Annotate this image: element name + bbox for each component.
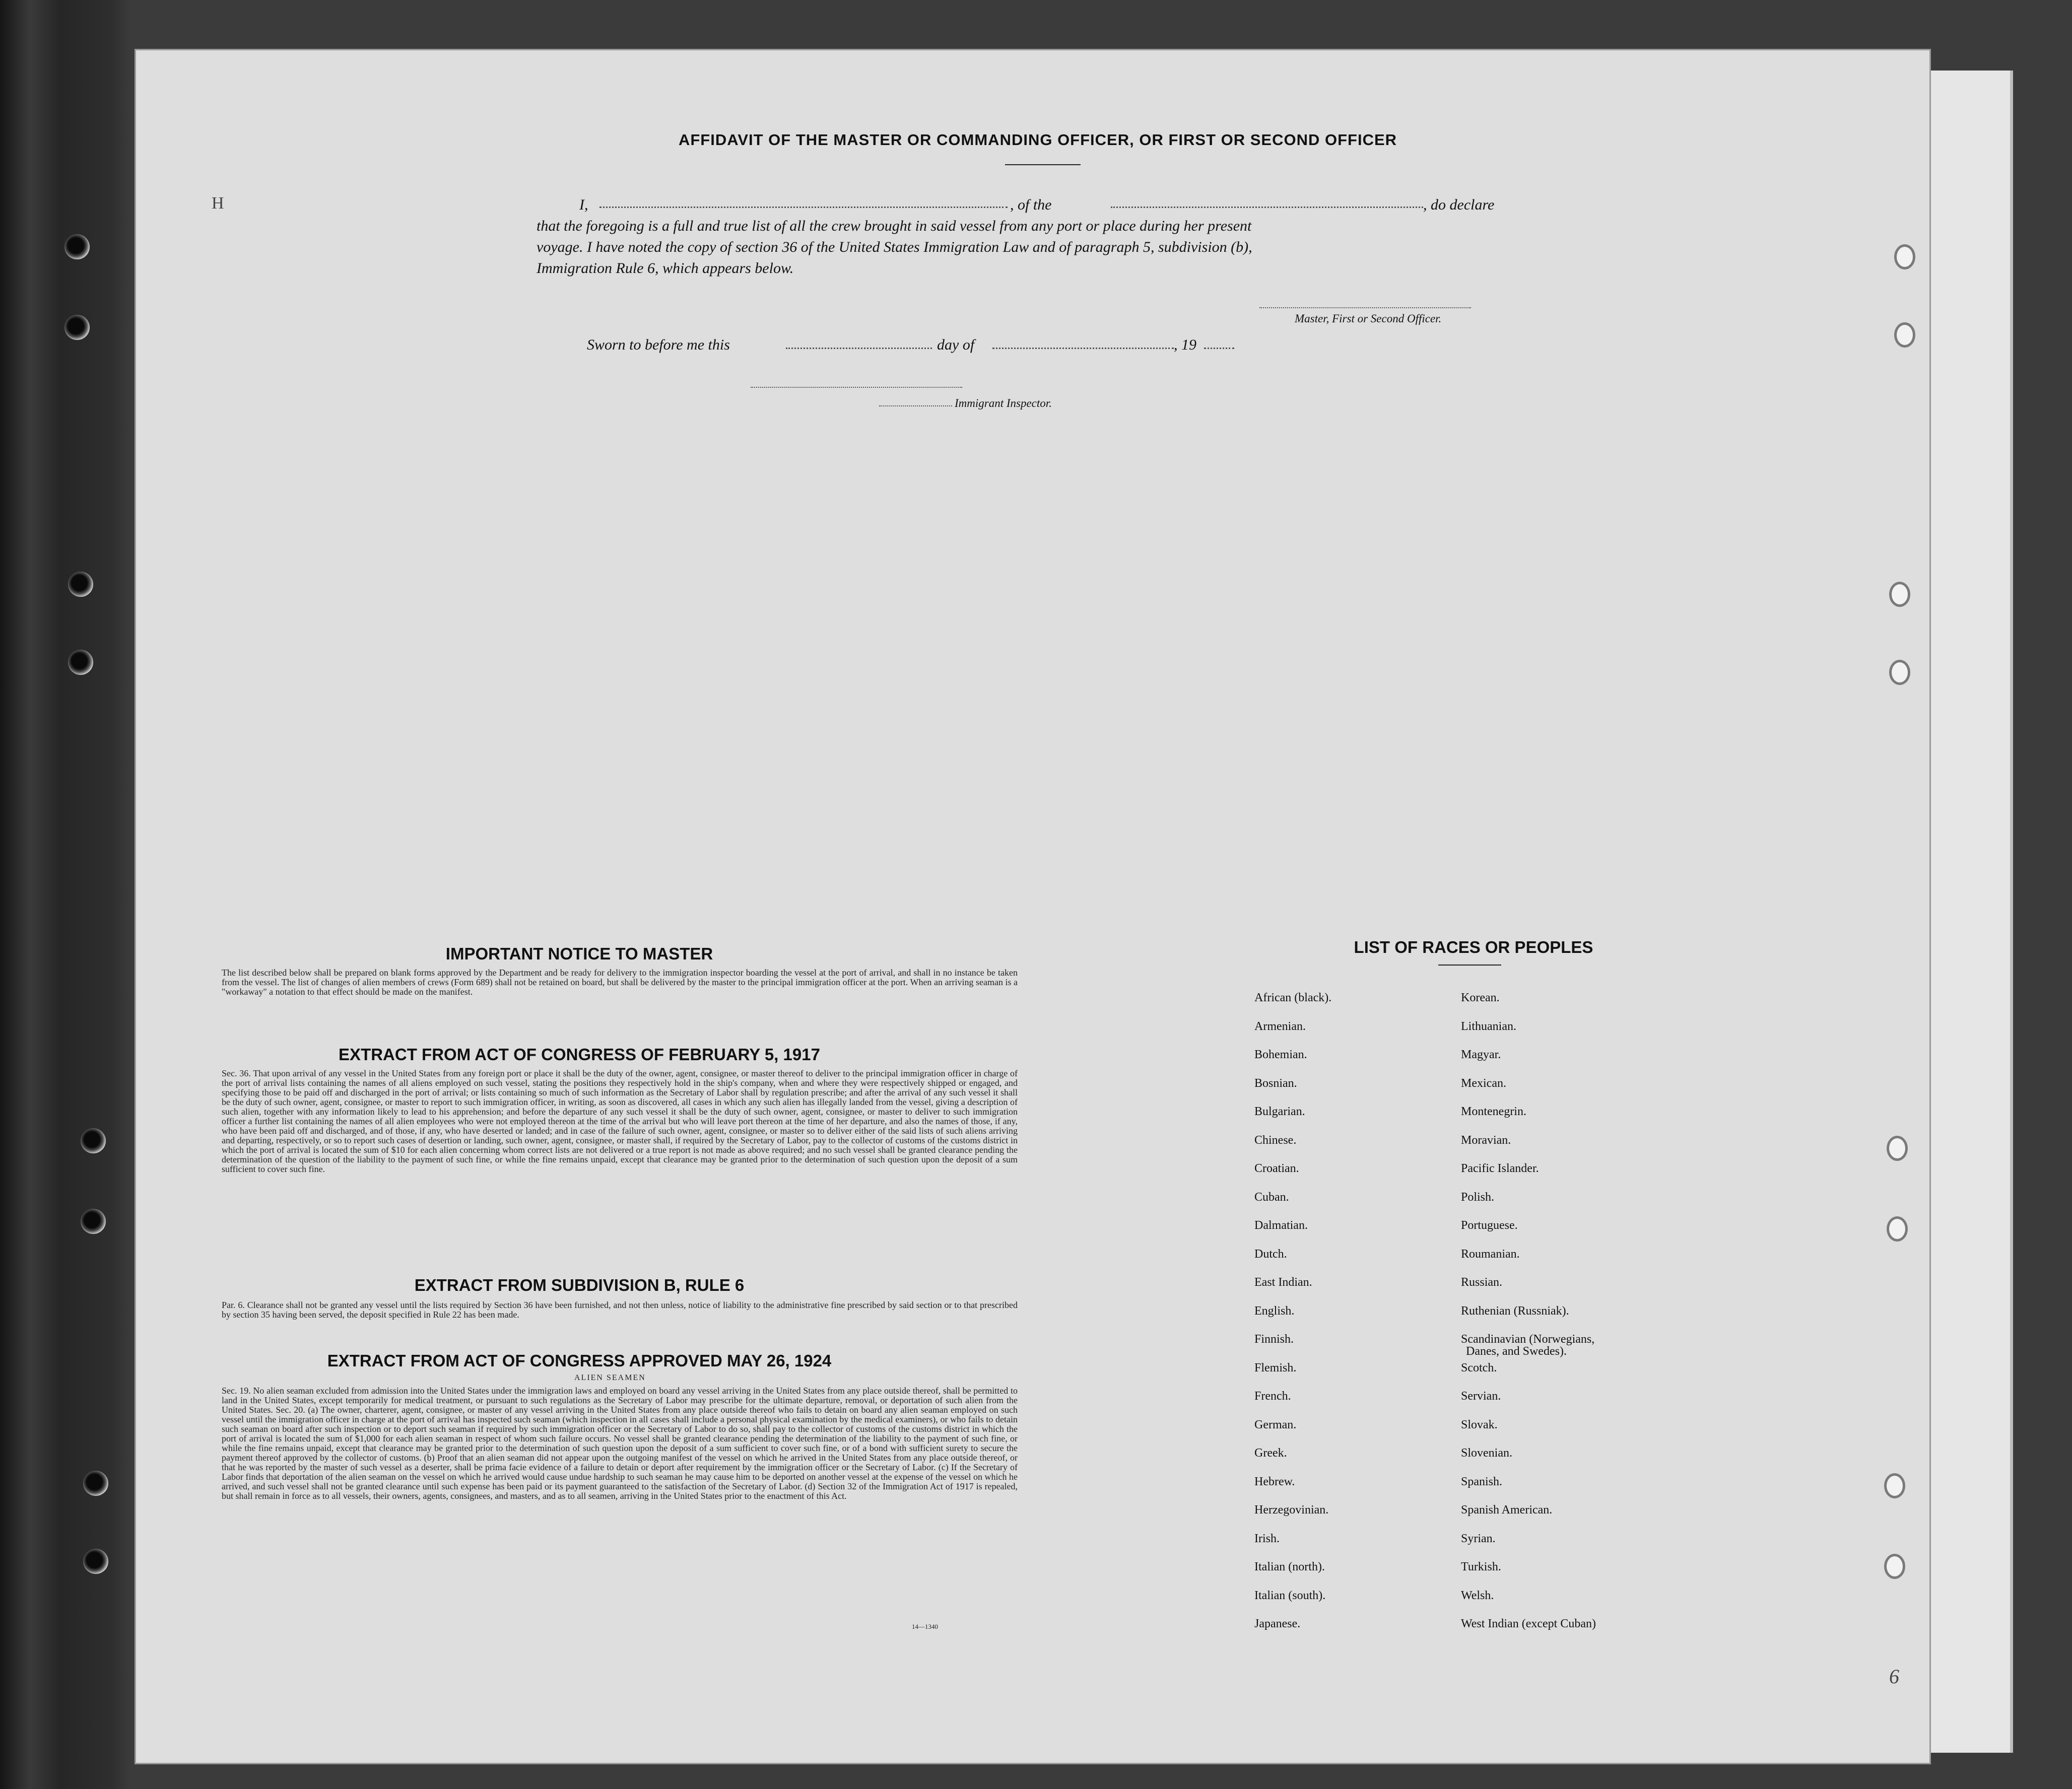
race-item: Pacific Islander.: [1461, 1162, 1539, 1175]
race-item: African (black).: [1254, 991, 1332, 1004]
affidavit-declare: , do declare: [1423, 196, 1495, 213]
name-blank: [599, 207, 1008, 208]
extract-1917-title: EXTRACT FROM ACT OF CONGRESS OF FEBRUARY 5, 1917: [339, 1045, 820, 1064]
sworn-day-blank: [786, 348, 932, 349]
inspector-signature-blank: [751, 387, 962, 388]
race-item: Turkish.: [1461, 1560, 1501, 1573]
race-item: French.: [1254, 1390, 1291, 1403]
inspector-blank: [879, 405, 952, 406]
race-item: Armenian.: [1254, 1019, 1306, 1033]
race-item: Montenegrin.: [1461, 1105, 1526, 1118]
binder-hole-icon: [83, 1471, 108, 1496]
punch-hole-icon: [1894, 322, 1915, 348]
race-item: Finnish.: [1254, 1333, 1294, 1346]
vessel-blank: [1111, 207, 1423, 208]
races-title: LIST OF RACES OR PEOPLES: [1354, 938, 1593, 956]
signature-label: Master, First or Second Officer.: [1295, 312, 1442, 325]
race-item: Herzegovinian.: [1254, 1503, 1329, 1517]
race-item: Servian.: [1461, 1390, 1501, 1403]
punch-hole-icon: [1889, 582, 1910, 607]
form-number: 14—1340: [912, 1623, 938, 1630]
affidavit-i: I,: [579, 196, 588, 213]
race-item: Mexican.: [1461, 1076, 1506, 1090]
affidavit-of-the: , of the: [1010, 196, 1052, 213]
punch-hole-icon: [1887, 1136, 1908, 1161]
margin-mark: H: [212, 194, 224, 213]
race-item: Croatian.: [1254, 1162, 1299, 1175]
binder-hole-icon: [81, 1209, 106, 1234]
affidavit-title: AFFIDAVIT OF THE MASTER OR COMMANDING OFFICER, OR FIRST OR SECOND OFFICER: [678, 131, 1397, 149]
signature-blank: [1259, 307, 1471, 308]
race-item: Danes, and Swedes).: [1466, 1345, 1567, 1358]
race-item: Moravian.: [1461, 1133, 1511, 1147]
race-item: Bohemian.: [1254, 1048, 1307, 1061]
binder-hole-icon: [68, 572, 93, 597]
punch-hole-icon: [1884, 1473, 1905, 1498]
punch-hole-icon: [1887, 1216, 1908, 1242]
race-item: Russian.: [1461, 1276, 1503, 1289]
race-item: Chinese.: [1254, 1133, 1297, 1147]
race-item: Cuban.: [1254, 1190, 1289, 1204]
race-item: English.: [1254, 1304, 1295, 1318]
year-prefix: , 19: [1174, 336, 1196, 353]
sworn-month-blank: [992, 348, 1174, 349]
affidavit-line-2: that the foregoing is a full and true list of all the crew brought in said vessel from any port or place during her present: [537, 218, 1252, 234]
race-item: Korean.: [1461, 991, 1500, 1004]
punch-hole-icon: [1884, 1554, 1905, 1579]
race-item: Japanese.: [1254, 1617, 1301, 1630]
affidavit-page: [136, 50, 1929, 1763]
race-item: Italian (north).: [1254, 1560, 1325, 1573]
day-of-text: day of: [937, 336, 975, 353]
race-item: Bosnian.: [1254, 1076, 1297, 1090]
binder-hole-icon: [64, 315, 90, 340]
race-item: Scotch.: [1461, 1361, 1497, 1374]
race-item: Flemish.: [1254, 1361, 1297, 1374]
sworn-year-blank: [1204, 348, 1234, 349]
extract-rule-6-body: Par. 6. Clearance shall not be granted any vessel until the lists required by Section 36 have been furnished, and not then unless, notice of liability to the administrative fine prescribed by said section or to that prescribed by section 35 having been served, the deposit specified in Rule 22 has been made.: [222, 1300, 1018, 1320]
page-number-mark: 6: [1889, 1665, 1899, 1688]
race-item: German.: [1254, 1418, 1297, 1431]
binder-hole-icon: [68, 650, 93, 675]
sworn-text: Sworn to before me this: [587, 336, 730, 353]
race-item: Dalmatian.: [1254, 1219, 1308, 1232]
race-item: Roumanian.: [1461, 1247, 1520, 1261]
race-item: Irish.: [1254, 1532, 1280, 1545]
punch-hole-icon: [1889, 660, 1910, 685]
race-item: Italian (south).: [1254, 1589, 1326, 1602]
race-item: Spanish.: [1461, 1475, 1503, 1488]
alien-seamen-subtitle: ALIEN SEAMEN: [574, 1373, 646, 1382]
extract-1924-title: EXTRACT FROM ACT OF CONGRESS APPROVED MAY 26, 1924: [327, 1351, 832, 1370]
race-item: Hebrew.: [1254, 1475, 1295, 1488]
race-item: East Indian.: [1254, 1276, 1312, 1289]
binder-hole-icon: [83, 1549, 108, 1574]
punch-hole-icon: [1894, 244, 1915, 269]
race-item: Dutch.: [1254, 1247, 1287, 1261]
title-underline: [1005, 164, 1081, 165]
notice-body: The list described below shall be prepared on blank forms approved by the Department and be ready for delivery to the immigration inspector boarding the vessel at the port of arrival, and shall in no instance be taken from the vessel. The list of changes of alien members of crews (Form 689) shall not be retained on board, but shall be delivered by the master to the principal immigration officer at the port. When an arriving seaman is a "workaway" a notation to that effect should be made on the manifest.: [222, 968, 1018, 997]
races-title-underline: [1438, 965, 1501, 966]
race-item: Slovak.: [1461, 1418, 1498, 1431]
binder-hole-icon: [81, 1128, 106, 1153]
race-item: West Indian (except Cuban): [1461, 1617, 1596, 1630]
affidavit-line-4: Immigration Rule 6, which appears below.: [537, 260, 794, 277]
race-item: Slovenian.: [1461, 1447, 1512, 1460]
race-item: Magyar.: [1461, 1048, 1501, 1061]
race-item: Spanish American.: [1461, 1503, 1553, 1517]
race-item: Syrian.: [1461, 1532, 1496, 1545]
race-item: Ruthenian (Russniak).: [1461, 1304, 1569, 1318]
race-item: Portuguese.: [1461, 1219, 1518, 1232]
race-item: Scandinavian (Norwegians,: [1461, 1333, 1595, 1346]
race-item: Polish.: [1461, 1190, 1495, 1204]
extract-1924-body: Sec. 19. No alien seaman excluded from admission into the United States under the immigration laws and employed on board any vessel arriving in the United States from any place outside thereof, shall be permitted to land in the United States, except temporarily for medical treatment, or pursuant to such regulations as the Secretary of Labor may prescribe for the ultimate departure, removal, or deportation of such alien from the United States. Sec. 20. (a) The owner, charterer, agent, consignee, or master of any vessel arriving in the United States from any place outside thereof who fails to detain on board any alien seaman employed on such vessel until the immigration officer in charge at the port of arrival has inspected such seaman (which inspection in all cases shall include a personal physical examination by the medical examiners), or who fails to detain such seaman on board after such inspection or to deport such seaman if required by such immigration officer or the Secretary of Labor to do so, shall pay to the collector of customs of the customs district in which the port of arrival is located the sum of $1,000 for each alien seaman in respect of whom such failure occurs. No vessel shall be granted clearance pending the determination of the liability to the payment of such fine, or while the fine remains unpaid, except that clearance may be granted prior to the determination of such question upon the deposit of a sum sufficient to cover such fine, or of a bond with sufficient surety to secure the payment thereof approved by the collector of customs. (b) Proof that an alien seaman did not appear upon the outgoing manifest of the vessel on which he arrived in the United States from any place outside thereof, or that he was reported by the master of such vessel as a deserter, shall be prima facie evidence of a failure to detain or deport after requirement by the immigration officer or the Secretary of Labor. (c) If the Secretary of Labor finds that deportation of the alien seaman on the vessel on which he arrived would cause undue hardship to such seaman he may cause him to be deported on another vessel at the expense of the vessel on which he arrived, and such vessel shall not be granted clearance until such expense has been paid or its payment guaranteed to the satisfaction of the Secretary of Labor. (d) Section 32 of the Immigration Act of 1917 is repealed, but shall remain in force as to all vessels, their owners, agents, consignees, and masters, and as to all seamen, arriving in the United States prior to the enactment of this Act.: [222, 1386, 1018, 1501]
extract-1917-body: Sec. 36. That upon arrival of any vessel in the United States from any foreign port or place it shall be the duty of the owner, agent, consignee, or master thereof to deliver to the principal immigration officer in charge of the port of arrival lists containing the names of all aliens employed on such vessel, stating the positions they respectively hold in the ship's company, when and where they were respectively shipped or engaged, and specifying those to be paid off and discharged in the port of arrival; or lists containing so much of such information as the Secretary of Labor shall by regulation prescribe; and after the arrival of any such vessel it shall be the duty of such owner, agent, consignee, or master to report to such immigration officer, in writing, as soon as discovered, all cases in which any such alien has illegally landed from the vessel, giving a description of such alien, together with any information likely to lead to his apprehension; and before the departure of any such vessel it shall be the duty of such owner, agent, consignee, or master to deliver to such immigration officer a further list containing the names of all alien employees who were not employed thereon at the time of the arrival but who will leave port thereon at the time of her departure, and also the names of those, if any, who have been paid off and discharged, and of those, if any, who have deserted or landed; and in case of the failure of such owner, agent, consignee, or master so to deliver either of the said lists of such aliens arriving and departing, respectively, or so to report such cases of desertion or landing, such owner, agent, consignee, or master shall, if required by the Secretary of Labor, pay to the collector of customs of the customs district in which the port of arrival is located the sum of $10 for each alien concerning whom correct lists are not delivered or a true report is not made as above required; and no such vessel shall be granted clearance pending the determination of the question of the liability to the payment of such fine, or while the fine remains unpaid, except that clearance may be granted prior to the determination of such question upon the deposit of a sum sufficient to cover such fine.: [222, 1068, 1018, 1174]
race-item: Lithuanian.: [1461, 1019, 1516, 1033]
extract-rule-6-title: EXTRACT FROM SUBDIVISION B, RULE 6: [414, 1276, 745, 1294]
notice-title: IMPORTANT NOTICE TO MASTER: [445, 944, 713, 963]
race-item: Greek.: [1254, 1447, 1287, 1460]
inspector-label: Immigrant Inspector.: [955, 397, 1052, 409]
affidavit-line-3: voyage. I have noted the copy of section 36 of the United States Immigration Law and of paragraph 5, subdivision (b),: [537, 239, 1252, 255]
binder-hole-icon: [64, 234, 90, 259]
race-item: Bulgarian.: [1254, 1105, 1305, 1118]
race-item: Welsh.: [1461, 1589, 1494, 1602]
